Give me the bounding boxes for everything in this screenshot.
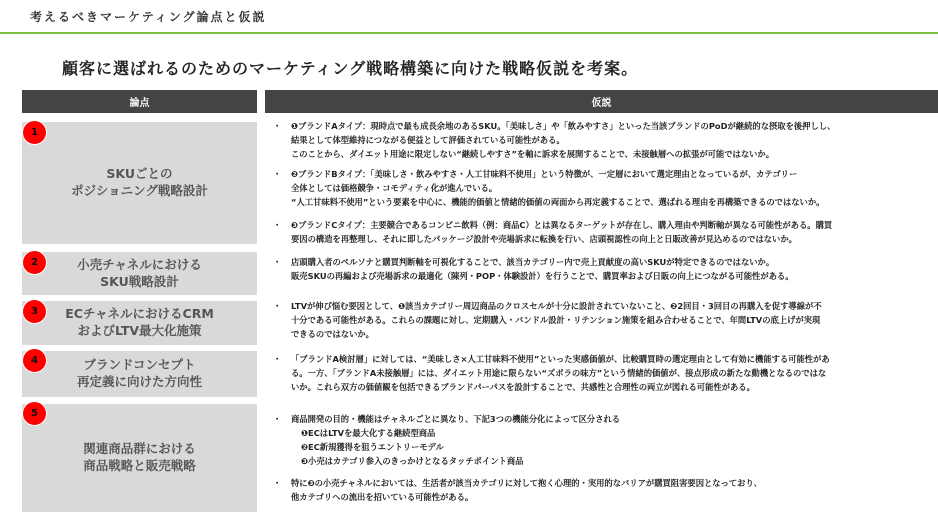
issue-line: 商品戦略と販売戦略 <box>83 458 196 473</box>
issue-line: SKUごとの <box>106 166 173 182</box>
column-header-issue: 論点 <box>22 90 257 113</box>
issue-cell-5 <box>22 404 257 512</box>
hypothesis-line: ・ ❸ブランドCタイプ：主要競合であるコンビニ飲料（例：商品C）とは異なるターゲットが存在し、購入理由や判断軸が異なる可能性がある。購買 <box>291 220 833 230</box>
hypothesis-cell-5 <box>273 412 933 510</box>
issue-line: SKU戦略設計 <box>100 273 179 289</box>
hypothesis-line: ・ ❷ブランドBタイプ：「美味しさ・飲みやすさ・人工甘味料不使用」という特徴が、一定層において選定理由となっているが、カテゴリー <box>291 169 798 179</box>
hypothesis-line: いか。これら双方の価値観を包括できるブランドパーパスを設計することで、共感性と合理性の両立が図れる可能性がある。 <box>291 382 755 392</box>
hypothesis-line: 十分である可能性がある。これらの課題に対し、定期購入・バンドル設計・リテンション施策を組み合わせることで、年間LTVの底上げが実現 <box>291 315 821 325</box>
header-divider <box>0 32 938 34</box>
issue-number-badge: 4 <box>22 348 47 373</box>
hypothesis-bullet <box>273 299 933 341</box>
hypothesis-line: このことから、ダイエット用途に限定しない“継続しやすさ”を軸に訴求を展開することで、未接触層への拡張が可能ではないか。 <box>291 149 775 159</box>
column-header-hypothesis: 仮説 <box>265 90 938 113</box>
hypothesis-line: “人工甘味料不使用”という要素を中心に、機能的価値と情緒的価値の両面から再定義することで、選ばれる理由を再構築できるのではないか。 <box>291 197 825 207</box>
issue-cell-3 <box>22 301 257 345</box>
issue-number-badge: 3 <box>22 299 47 324</box>
sublist-item: ❶ECはLTVを最大化する継続型商品 <box>301 428 436 438</box>
issue-line: ポジショニング戦略設計 <box>71 183 208 198</box>
hypothesis-cell-1 <box>273 119 933 252</box>
hypothesis-cell-2 <box>273 255 933 289</box>
issue-line: およびLTV最大化施策 <box>77 323 202 338</box>
hypothesis-line: 販売SKUの再編および売場訴求の最適化（陳列・POP・体験設計）を行うことで、購買率および日販の向上につながる可能性がある。 <box>291 271 794 281</box>
hypothesis-line: ・ 特に❸の小売チャネルにおいては、生活者が該当カテゴリに対して抱く心理的・実用的なバリアが購買阻害要因となっており、 <box>291 478 763 488</box>
hypothesis-bullet <box>273 255 933 283</box>
issue-cell-4 <box>22 351 257 397</box>
hypothesis-bullet <box>273 218 933 246</box>
hypothesis-line: 全体としては価格競争・コモディティ化が進んでいる。 <box>291 183 498 193</box>
issue-cell-2 <box>22 252 257 295</box>
hypothesis-line: ・ 店頭購入者のペルソナと購買判断軸を可視化することで、該当カテゴリー内で売上貢献度の高いSKUが特定できるのではないか。 <box>291 257 775 267</box>
hypothesis-bullet <box>273 476 933 504</box>
issue-line: ブランドコンセプト <box>83 357 196 373</box>
sublist-item: ❸小売はカテゴリ参入のきっかけとなるタッチポイント商品 <box>301 456 524 466</box>
issue-cell-1 <box>22 122 257 244</box>
hypothesis-line: 結果として体型維持につながる便益として評価されている可能性がある。 <box>291 135 565 145</box>
hypothesis-line: ・ 「ブランドA検討層」に対しては、“美味しさ×人工甘味料不使用”といった実感価値が、比較購買時の選定理由として有効に機能する可能性があ <box>291 354 830 364</box>
issue-number-badge: 1 <box>22 120 47 145</box>
page-subtitle: 顧客に選ばれるのためのマーケティング戦略構築に向けた戦略仮説を考案。 <box>62 59 639 78</box>
hypothesis-line: できるのではないか。 <box>291 329 374 339</box>
hypothesis-cell-3 <box>273 299 933 347</box>
hypothesis-line: ・ ❶ブランドAタイプ：現時点で最も成長余地のあるSKU。「美味しさ」や「飲みやすさ」といった当該ブランドのPoDが継続的な摂取を後押しし、 <box>291 121 836 131</box>
issue-number-badge: 2 <box>22 250 47 275</box>
hypothesis-line: る。一方、「ブランドA未接触層」には、ダイエット用途に限らない“ズボラの味方”という情緒的価値が、接点形成の新たな動機となるのではな <box>291 368 827 378</box>
issue-line: ECチャネルにおけるCRM <box>65 306 214 322</box>
issue-line: 再定義に向けた方向性 <box>76 374 202 389</box>
hypothesis-bullet <box>273 352 933 394</box>
hypothesis-line: ・ LTVが伸び悩む要因として、❶該当カテゴリー周辺商品のクロスセルが十分に設計されていないこと、❷2回目・3回目の再購入を促す導線が不 <box>291 301 822 311</box>
issue-number-badge: 5 <box>22 401 47 426</box>
hypothesis-bullet <box>273 167 933 209</box>
hypothesis-line: 他カテゴリへの流出を招いている可能性がある。 <box>291 492 474 502</box>
issue-line: 関連商品群における <box>83 441 196 457</box>
hypothesis-line: ・ 商品開発の目的・機能はチャネルごとに異なり、下記3つの機能分化によって区分される <box>291 414 621 424</box>
hypothesis-line: 要因の構造を再整理し、それに即したパッケージ設計や売場訴求に転換を行い、店頭視認性の向上と日販改善が見込めるのではないか。 <box>291 234 797 244</box>
page-header-title: 考えるべきマーケティング論点と仮説 <box>30 10 267 24</box>
sublist-item: ❷EC新規獲得を狙うエントリーモデル <box>301 442 444 452</box>
issue-line: 小売チャネルにおける <box>77 256 202 272</box>
hypothesis-bullet <box>273 412 933 468</box>
hypothesis-bullet <box>273 119 933 161</box>
hypothesis-cell-4 <box>273 352 933 400</box>
